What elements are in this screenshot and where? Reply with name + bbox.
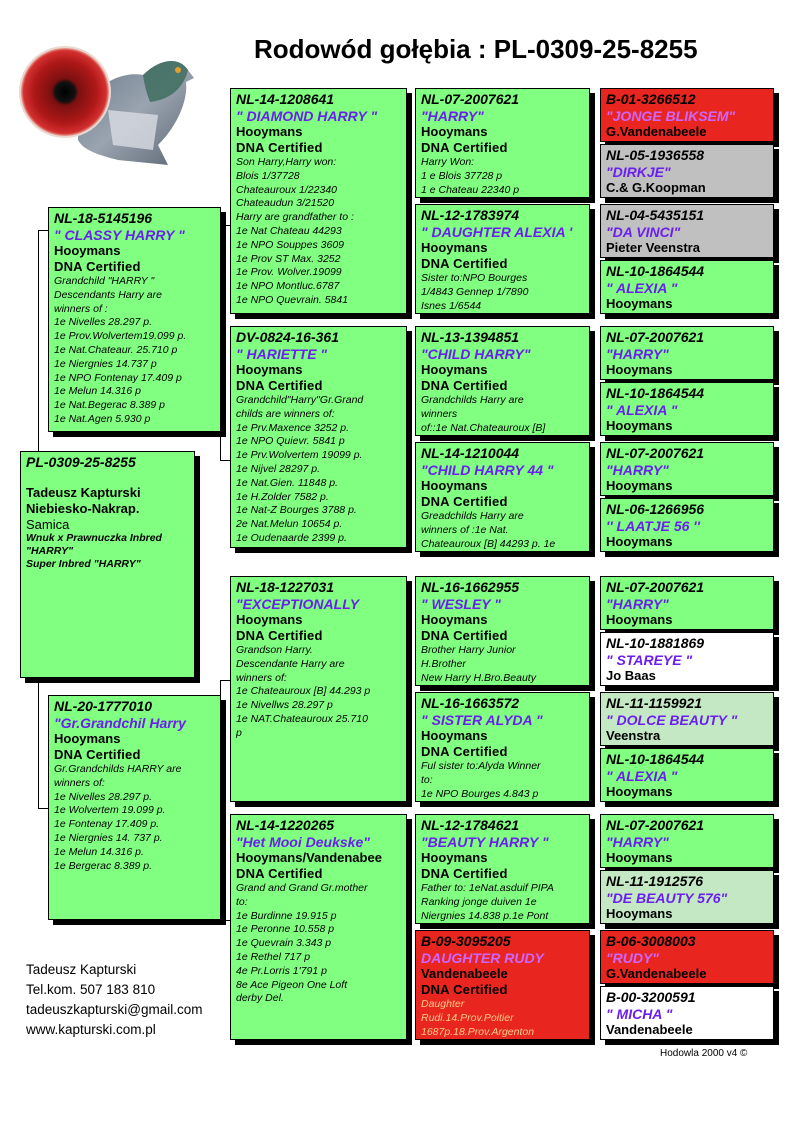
pedigree-name: "EXCEPTIONALLY (236, 596, 360, 612)
pedigree-breeder: Hooymans (54, 731, 121, 746)
pedigree-note: of::1e Nat.Chateauroux [B] (421, 421, 546, 434)
pedigree-note: Grandchild "HARRY " (54, 275, 155, 287)
pedigree-breeder: Hooymans (236, 612, 303, 627)
pedigree-card[interactable] (230, 814, 407, 1040)
pedigree-breeder: Hooymans (421, 612, 488, 627)
pedigree-note: Gr.Grandchilds HARRY are (54, 763, 182, 775)
pedigree-note: 1e NPO Quevrain. 5841 (236, 293, 349, 306)
pedigree-note: 1e Melun 14.316 p. (54, 845, 144, 858)
pedigree-note: 1e Prov.Wolvertem19.099 p. (54, 330, 187, 343)
pedigree-note: 1e Bergerac 8.389 p. (54, 859, 153, 872)
contact-block (26, 960, 203, 1040)
pedigree-breeder: Hooymans (606, 478, 673, 493)
pedigree-note: 1e NPO Souppes 3609 (236, 238, 344, 251)
pedigree-ring: NL-12-1784621 (421, 817, 520, 833)
pedigree-card[interactable] (415, 930, 590, 1040)
pedigree-dna: DNA Certified (236, 628, 323, 643)
connector-line (409, 870, 410, 985)
pedigree-note: Harry Won: (421, 156, 475, 168)
pedigree-note: Father to: 1eNat.asduif PIPA (421, 882, 554, 894)
contact-email[interactable]: tadeuszkapturski@gmail.com (26, 1002, 203, 1017)
pedigree-note: 1e Nat.Agen 5.930 p (54, 412, 151, 425)
pedigree-note: 1e Prv.Maxence 3252 p. (236, 421, 350, 434)
pedigree-note: Daughter (421, 998, 465, 1010)
pedigree-card[interactable] (600, 748, 774, 802)
pedigree-name: DAUGHTER RUDY (421, 950, 544, 966)
pedigree-note: 1e Fontenay 17.409 p. (54, 818, 160, 831)
pedigree-ring: NL-07-2007621 (606, 817, 705, 833)
pedigree-breeder: Vandenabeele (421, 966, 508, 981)
pedigree-note: 1 e Blois 37728 p (421, 169, 503, 182)
pedigree-note: 1e Nijvel 28297 p. (236, 462, 321, 475)
pedigree-name: " WESLEY " (421, 596, 501, 612)
pedigree-note: 1e Peronne 10.558 p (236, 923, 335, 936)
pedigree-dna: DNA Certified (54, 747, 141, 762)
pedigree-breeder: Hooymans (421, 240, 488, 255)
pedigree-name: "Het Mooi Deukske" (236, 834, 370, 850)
pedigree-name: "HARRY" (606, 596, 669, 612)
pedigree-note: Niergnies 14.838 p.1e Pont (421, 909, 549, 922)
pedigree-breeder: Vandenabeele (606, 1022, 693, 1037)
pedigree-card[interactable] (600, 88, 774, 142)
pedigree-note: 1e Wolvertem 19.099 p. (54, 804, 166, 817)
pedigree-card[interactable] (415, 442, 590, 552)
pedigree-dna: DNA Certified (421, 378, 508, 393)
pedigree-dna: DNA Certified (421, 494, 508, 509)
pedigree-note: 1 e Chateau 22340 p (421, 183, 520, 196)
pedigree-breeder: Jo Baas (606, 668, 656, 683)
pedigree-note: 1e Nat-Z Bourges 3788 p. (236, 504, 357, 517)
pedigree-note: Ful sister to:Alyda Winner (421, 760, 541, 772)
contact-name: Tadeusz Kapturski (26, 962, 137, 977)
pedigree-note: 1e Nat.Gien. 11848 p. (236, 476, 338, 489)
pedigree-breeder: Pieter Veenstra (606, 240, 700, 255)
pedigree-name: "RUDY" (606, 950, 659, 966)
pedigree-note: to: (236, 895, 248, 908)
pedigree-note: 1e Quevrain 3.343 p (236, 937, 332, 950)
pedigree-name: " SISTER ALYDA " (421, 712, 543, 728)
pedigree-ring: B-00-3200591 (606, 989, 696, 1005)
pedigree-name: " ALEXIA " (606, 280, 678, 296)
pedigree-note: 1e Prov ST Max. 3252 (236, 252, 341, 265)
pedigree-ring: NL-10-1864544 (606, 385, 705, 401)
pedigree-card[interactable] (600, 692, 774, 746)
pedigree-name: "HARRY" (421, 108, 484, 124)
pedigree-note: derby Del. (236, 992, 284, 1005)
pedigree-ring: NL-04-5435151 (606, 207, 705, 223)
pedigree-card[interactable] (600, 498, 774, 552)
pedigree-note: 1e Niergnies 14.737 p (54, 357, 157, 370)
pedigree-card[interactable] (415, 88, 590, 198)
subject-color: Niebiesko-Nakrap. (26, 501, 140, 516)
pedigree-note: 1e Chateauroux [B] 44.293 p (236, 685, 371, 698)
pedigree-breeder: Hooymans (421, 850, 488, 865)
pedigree-ring: NL-10-1881869 (606, 635, 705, 651)
pedigree-breeder: Hooymans (421, 728, 488, 743)
pedigree-note: Isnes 1/6544 (421, 299, 482, 312)
connector-line (409, 385, 410, 503)
pedigree-ring: NL-07-2007621 (606, 445, 705, 461)
pedigree-ring: B-01-3266512 (606, 91, 696, 107)
pedigree-breeder: Hooymans (421, 478, 488, 493)
pedigree-card[interactable] (600, 144, 774, 198)
pedigree-breeder: Hooymans (606, 850, 673, 865)
pedigree-ring: NL-10-1864544 (606, 751, 705, 767)
pedigree-card[interactable] (415, 814, 590, 924)
pedigree-breeder: Hooymans (421, 124, 488, 139)
pedigree-note: childs are winners of: (236, 407, 335, 420)
pigeon-photo (18, 30, 198, 170)
pedigree-name: "CHILD HARRY" (421, 346, 531, 362)
pedigree-note: 1e Nat.Chateaur. 25.710 p (54, 343, 178, 356)
pedigree-note: Brother Harry Junior (421, 644, 516, 656)
pedigree-note: 1e Nat.Begerac 8.389 p (54, 399, 165, 412)
pedigree-note: Descendante Harry are (236, 657, 345, 670)
pedigree-breeder: G.Vandenabeele (606, 966, 707, 981)
connector-line (220, 680, 230, 681)
pedigree-note: 1e NAT.Chateauroux 25.710 (236, 712, 368, 725)
pedigree-note: 1/4843 Gennep 1/7890 (421, 285, 529, 298)
pedigree-name: "HARRY" (606, 346, 669, 362)
pedigree-note: H.Brother (421, 657, 466, 670)
pedigree-note: 1e NPO Quievr. 5841 p (236, 435, 345, 448)
pedigree-card[interactable] (415, 692, 590, 802)
pedigree-ring: NL-11-1159921 (606, 695, 702, 711)
pedigree-ring: NL-07-2007621 (606, 579, 705, 595)
pedigree-breeder: Hooymans (236, 124, 303, 139)
pedigree-ring: NL-14-1220265 (236, 817, 335, 833)
pedigree-breeder: Hooymans (421, 362, 488, 377)
pedigree-name: "DA VINCI" (606, 224, 681, 240)
subject-card[interactable] (20, 451, 195, 678)
contact-website[interactable]: www.kapturski.com.pl (26, 1022, 156, 1037)
footer-version: Hodowla 2000 v4 © (660, 1048, 748, 1059)
pedigree-note: Rudi.14.Prov.Poitier (421, 1011, 514, 1024)
pedigree-ring: NL-18-5145196 (54, 210, 153, 226)
pedigree-card[interactable] (600, 930, 774, 984)
pedigree-note: Grandchilds Harry are (421, 394, 524, 406)
pedigree-ring: NL-12-1783974 (421, 207, 520, 223)
pedigree-card[interactable] (415, 204, 590, 314)
pedigree-name: " ALEXIA " (606, 402, 678, 418)
pedigree-card[interactable] (600, 326, 774, 380)
pedigree-breeder: Hooymans (606, 784, 673, 799)
pedigree-note: Grandson Harry. (236, 644, 313, 656)
connector-line (220, 460, 230, 461)
pedigree-note: 1e Melun 14.316 p (54, 385, 141, 398)
pedigree-dna: DNA Certified (421, 256, 508, 271)
pedigree-breeder: G.Vandenabeele (606, 124, 707, 139)
pedigree-name: "JONGE BLIKSEM" (606, 108, 736, 124)
pedigree-ring: NL-07-2007621 (606, 329, 705, 345)
pedigree-name: " ALEXIA " (606, 768, 678, 784)
pedigree-dna: DNA Certified (421, 628, 508, 643)
pedigree-note: 1e Prv.Wolvertem 19099 p. (236, 449, 363, 462)
pedigree-name: "BEAUTY HARRY " (421, 834, 549, 850)
pedigree-dna: DNA Certified (236, 140, 323, 155)
pedigree-name: " DOLCE BEAUTY " (606, 712, 738, 728)
pedigree-note: winners of: (54, 776, 105, 789)
pedigree-dna: DNA Certified (54, 259, 141, 274)
subject-note: "HARRY" (26, 545, 74, 557)
pedigree-note: 1e Nivelles 28.297 p. (54, 790, 153, 803)
pedigree-note: 2e Nat.Melun 10654 p. (236, 518, 343, 531)
pedigree-note: 1e Nat Chateau 44293 (236, 224, 342, 237)
pedigree-card[interactable] (415, 576, 590, 686)
pedigree-note: 4e Pr.Lorris 1'791 p (236, 964, 327, 977)
pedigree-note: Sister to:NPO Bourges (421, 272, 528, 284)
pedigree-card[interactable] (600, 382, 774, 436)
pedigree-ring: B-06-3008003 (606, 933, 696, 949)
pedigree-dna: DNA Certified (421, 744, 508, 759)
pedigree-note: Grandchild"Harry"Gr.Grand (236, 394, 364, 406)
pedigree-note: 1e NPO Bourges 4.843 p (421, 787, 539, 800)
pedigree-breeder: Hooymans (606, 534, 673, 549)
pedigree-ring: NL-16-1663572 (421, 695, 520, 711)
pedigree-note: 1687p.18.Prov.Argenton (421, 1025, 535, 1038)
pedigree-breeder: Hooymans (606, 612, 673, 627)
pedigree-note: Blois 1/37728 (236, 169, 300, 182)
pedigree-name: " CLASSY HARRY " (54, 227, 185, 243)
pedigree-breeder: Hooymans (54, 243, 121, 258)
pedigree-note: 1e Burdinne 19.915 p (236, 909, 337, 922)
pedigree-note: 1e Nivelles 28.297 p. (54, 316, 153, 329)
pedigree-note: Harry are grandfather to : (236, 211, 354, 224)
pedigree-breeder: Hooymans/Vandenabee (236, 850, 382, 865)
subject-owner: Tadeusz Kapturski (26, 485, 141, 500)
pedigree-ring: NL-18-1227031 (236, 579, 335, 595)
pedigree-card[interactable] (230, 576, 407, 802)
pedigree-name: " DIAMOND HARRY " (236, 108, 378, 124)
page-title: Rodowód gołębia : PL-0309-25-8255 (254, 34, 698, 64)
connector-line (220, 225, 230, 226)
pedigree-ring: NL-14-1208641 (236, 91, 335, 107)
subject-sex: Samica (26, 517, 70, 532)
pedigree-name: "DIRKJE" (606, 164, 671, 180)
pedigree-note: Descendants Harry are (54, 288, 162, 301)
pedigree-card[interactable] (600, 442, 774, 496)
pedigree-note: Greadchilds Harry are (421, 510, 524, 522)
pedigree-dna: DNA Certified (236, 866, 323, 881)
pedigree-note: winners (421, 407, 458, 420)
pedigree-note: 1e Prov. Wolver.19099 (236, 266, 342, 279)
pedigree-name: " HARIETTE " (236, 346, 328, 362)
pedigree-ring: NL-13-1394851 (421, 329, 520, 345)
connector-line (220, 920, 230, 921)
pedigree-name: "Gr.Grandchil Harry (54, 715, 186, 731)
pedigree-note: Chateaudun 3/21520 (236, 197, 335, 210)
pedigree-breeder: Hooymans (606, 418, 673, 433)
pedigree-note: 1e Nivellws 28.297 p (236, 699, 333, 712)
pedigree-ring: NL-14-1210044 (421, 445, 520, 461)
pedigree-name: " STAREYE " (606, 652, 693, 668)
pedigree-note: 1e H.Zolder 7582 p. (236, 490, 329, 503)
pedigree-note: Chateauroux 1/22340 (236, 183, 337, 196)
pedigree-card[interactable] (600, 260, 774, 314)
pedigree-note: 1e Rethel 717 p (236, 950, 311, 963)
pedigree-name: "DE BEAUTY 576" (606, 890, 728, 906)
connector-line (38, 230, 48, 231)
pedigree-note: 1e Niergnies 14. 737 p. (54, 831, 163, 844)
pedigree-card[interactable] (600, 814, 774, 868)
pedigree-card[interactable] (230, 88, 407, 314)
pedigree-note: winners of: (236, 671, 287, 684)
pedigree-note: to: (421, 773, 433, 786)
pedigree-note: 1e NPO Fontenay 17.409 p (54, 371, 182, 384)
pedigree-dna: DNA Certified (421, 982, 508, 997)
pedigree-ring: NL-11-1912576 (606, 873, 704, 889)
pedigree-dna: DNA Certified (421, 866, 508, 881)
pedigree-card[interactable] (600, 576, 774, 630)
pedigree-ring: NL-05-1936558 (606, 147, 705, 163)
pedigree-card[interactable] (230, 326, 407, 548)
pedigree-ring: NL-10-1864544 (606, 263, 705, 279)
pedigree-dna: DNA Certified (236, 378, 323, 393)
pedigree-ring: NL-07-2007621 (421, 91, 520, 107)
pedigree-name: "HARRY" (606, 462, 669, 478)
pedigree-note: New Harry H.Bro.Beauty (421, 671, 536, 684)
pedigree-name: "CHILD HARRY 44 " (421, 462, 554, 478)
pedigree-breeder: Hooymans (606, 296, 673, 311)
pedigree-name: "HARRY" (606, 834, 669, 850)
pedigree-name: " MICHA " (606, 1006, 673, 1022)
pedigree-breeder: C.& G.Koopman (606, 180, 706, 195)
connector-line (38, 808, 48, 809)
connector-line (409, 635, 410, 750)
pedigree-card[interactable] (600, 632, 774, 686)
subject-note: Super Inbred "HARRY" (26, 558, 141, 570)
pedigree-dna: DNA Certified (421, 140, 508, 155)
pedigree-ring: NL-20-1777010 (54, 698, 153, 714)
pedigree-ring: DV-0824-16-361 (236, 329, 339, 345)
contact-phone: Tel.kom. 507 183 810 (26, 982, 156, 997)
pedigree-breeder: Hooymans (606, 906, 673, 921)
pedigree-note: 8e Ace Pigeon One Loft (236, 978, 348, 991)
pedigree-card[interactable] (600, 870, 774, 924)
subject-ring: PL-0309-25-8255 (26, 454, 136, 470)
pedigree-note: Son Harry,Harry won: (236, 156, 337, 168)
pedigree-card[interactable] (415, 326, 590, 436)
pedigree-note: Grand and Grand Gr.mother (236, 882, 368, 894)
pedigree-note: Ranking jonge duiven 1e (421, 895, 537, 908)
pedigree-name: '' LAATJE 56 '' (606, 518, 700, 534)
pedigree-note: winners of : (54, 302, 108, 315)
subject-note: Wnuk x Prawnuczka Inbred (26, 532, 162, 544)
pedigree-ring: NL-16-1662955 (421, 579, 520, 595)
pedigree-note: 1e NPO Montluc.6787 (236, 280, 340, 293)
pedigree-breeder: Veenstra (606, 728, 661, 743)
connector-line (409, 150, 410, 265)
pedigree-breeder: Hooymans (236, 362, 303, 377)
pedigree-note: p (236, 726, 242, 739)
sire-card[interactable] (48, 207, 221, 432)
pedigree-name: " DAUGHTER ALEXIA ' (421, 224, 573, 240)
dam-card[interactable] (48, 695, 221, 920)
pedigree-card[interactable] (600, 204, 774, 258)
pedigree-card[interactable] (600, 986, 774, 1040)
pedigree-note: Chateauroux [B] 44293 p. 1e (421, 537, 556, 550)
pedigree-ring: NL-06-1266956 (606, 501, 705, 517)
pedigree-ring: B-09-3095205 (421, 933, 511, 949)
pedigree-note: winners of :1e Nat. (421, 523, 509, 536)
pedigree-breeder: Hooymans (606, 362, 673, 377)
pedigree-note: 1e Oudenaarde 2399 p. (236, 531, 347, 544)
